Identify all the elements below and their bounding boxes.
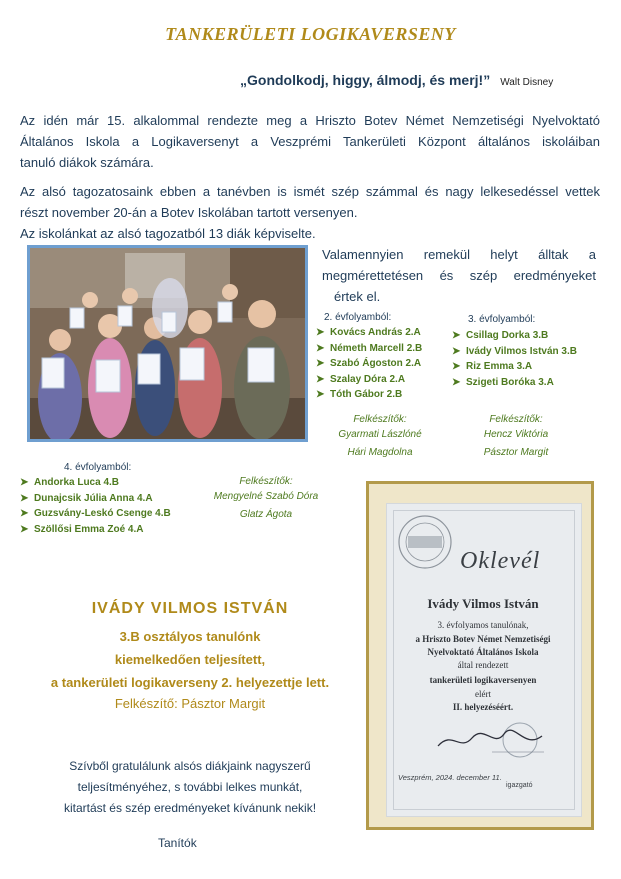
list-item: ➤ Szabó Ágoston 2.A <box>316 356 422 372</box>
congrats-line: teljesítményéhez, s további lelkes munkát, <box>77 780 303 794</box>
lower-grade-paragraph <box>20 181 600 244</box>
grade2-heading: 2. évfolyamból: <box>324 312 392 323</box>
teacher-name: Hencz Viktória <box>483 429 549 440</box>
arrow-bullet-icon: ➤ <box>316 342 325 354</box>
group-photo <box>27 245 308 442</box>
highlight-line: a tankerületi logikaverseny 2. helyezettje lett. <box>50 675 330 690</box>
certificate-title: Oklevél <box>460 548 541 574</box>
grade2-section <box>316 312 422 403</box>
certificate-line: tankerületi logikaversenyen <box>429 675 537 685</box>
highlight-name: IVÁDY VILMOS ISTVÁN <box>91 600 289 617</box>
list-item: ➤ Szalay Dóra 2.A <box>316 372 422 388</box>
certificate-sign-label: igazgató <box>506 782 533 789</box>
lower-line: részt november 20-án a Botev Iskolában tartott versenyen. <box>20 205 358 220</box>
grade3-teachers <box>446 414 586 462</box>
praise-line: Valamennyien remekül helyt álltak a <box>322 247 596 262</box>
arrow-bullet-icon: ➤ <box>316 373 325 385</box>
congrats-line: kitartást és szép eredményeket kívánunk nekik! <box>63 801 317 815</box>
lower-line: Az iskolánkat az alsó tagozatból 13 diák képviselte. <box>20 226 316 241</box>
intro-line: Általános Iskola a Logikaversenyt a Veszprémi Tankerületi Központ általános iskoláiban <box>20 134 600 149</box>
grade3-heading: 3. évfolyamból: <box>468 314 536 325</box>
quote-author: Walt Disney <box>500 77 554 88</box>
praise-line: értek el. <box>334 289 381 304</box>
highlight-line: 3.B osztályos tanulónk <box>119 629 261 644</box>
certificate-name: Ivády Vilmos István <box>427 596 539 611</box>
quote-text: „Gondolkodj, higgy, álmodj, és merj!” <box>240 72 491 88</box>
arrow-bullet-icon: ➤ <box>316 358 325 369</box>
teacher-name: Mengyelné Szabó Dóra <box>213 491 319 502</box>
lower-line: Az alsó tagozatosaink ebben a tanévben is ismét szép számmal és nagy lelkesedéssel vettek <box>20 184 600 199</box>
highlight-preparer: Felkészítő: Pásztor Margit <box>114 696 266 711</box>
praise-line: megmérettetésen és szép eredményeket <box>322 268 596 283</box>
page-title: TANKERÜLETI LOGIKAVERSENY <box>165 24 456 44</box>
arrow-bullet-icon: ➤ <box>452 361 461 372</box>
grade3-prep-heading: Felkészítők: <box>489 414 543 425</box>
list-item: ➤ Dunajcsik Júlia Anna 4.A <box>20 491 171 507</box>
grade3-list <box>452 328 577 390</box>
list-item: ➤ Tóth Gábor 2.B <box>316 387 422 403</box>
teacher-name: Gyarmati Lászlóné <box>338 429 422 440</box>
arrow-bullet-icon: ➤ <box>452 330 461 341</box>
grade2-prep-heading: Felkészítők: <box>353 414 407 425</box>
teacher-name: Pásztor Margit <box>483 447 549 458</box>
arrow-bullet-icon: ➤ <box>20 477 29 488</box>
list-item: ➤ Ivády Vilmos István 3.B <box>452 344 577 360</box>
list-item: ➤ Riz Emma 3.A <box>452 359 577 375</box>
list-item: ➤ Kovács András 2.A <box>316 325 422 341</box>
grade2-teachers <box>310 414 450 462</box>
quote <box>240 72 553 88</box>
teacher-name: Hári Magdolna <box>347 447 413 458</box>
arrow-bullet-icon: ➤ <box>316 389 325 400</box>
congratulations <box>30 756 350 819</box>
grade4-prep-heading: Felkészítők: <box>239 476 293 487</box>
certificate-line: a Hriszto Botev Német Nemzetiségi <box>415 634 551 644</box>
group-photo-illustration <box>30 248 305 439</box>
certificate-date: Veszprém, 2024. december 11. <box>398 773 502 782</box>
certificate-line: Nyelvoktató Általános Iskola <box>427 647 539 657</box>
arrow-bullet-icon: ➤ <box>20 523 29 535</box>
arrow-bullet-icon: ➤ <box>452 345 461 357</box>
certificate-line: elért <box>475 689 491 699</box>
list-item: ➤ Szigeti Boróka 3.A <box>452 375 577 391</box>
list-item: ➤ Szöllősi Emma Zoé 4.A <box>20 522 171 538</box>
list-item: ➤ Guzsvány-Leskó Csenge 4.B <box>20 506 171 522</box>
principal-signature-stamp <box>432 720 552 760</box>
grade4-teachers <box>196 476 336 524</box>
signature: Tanítók <box>158 836 197 850</box>
certificate-line: által rendezett <box>457 660 509 670</box>
highlight-line: kiemelkedően teljesített, <box>114 652 266 667</box>
arrow-bullet-icon: ➤ <box>20 492 29 504</box>
school-seal-icon <box>392 512 462 572</box>
arrow-bullet-icon: ➤ <box>452 376 461 388</box>
arrow-bullet-icon: ➤ <box>316 327 325 338</box>
list-item: ➤ Csillag Dorka 3.B <box>452 328 577 344</box>
grade3-section <box>452 314 577 390</box>
grade2-list <box>316 325 422 403</box>
arrow-bullet-icon: ➤ <box>20 508 29 519</box>
certificate-line: II. helyezéséért. <box>452 702 514 712</box>
intro-line: tanuló diákok számára. <box>20 155 154 170</box>
list-item: ➤ Andorka Luca 4.B <box>20 475 171 491</box>
certificate-line: 3. évfolyamos tanulónak, <box>437 620 529 630</box>
list-item: ➤ Németh Marcell 2.B <box>316 341 422 357</box>
grade4-section <box>20 462 171 537</box>
intro-line: Az idén már 15. alkalommal rendezte meg a Hriszto Botev Német Nemzetiségi Nyelvoktató <box>20 113 600 128</box>
grade4-heading: 4. évfolyamból: <box>64 462 132 473</box>
praise-paragraph <box>322 244 596 307</box>
intro-paragraph <box>20 110 600 173</box>
grade4-list <box>20 475 171 537</box>
congrats-line: Szívből gratulálunk alsós diákjaink nagyszerű <box>69 759 311 773</box>
teacher-name: Glatz Ágota <box>239 509 293 520</box>
